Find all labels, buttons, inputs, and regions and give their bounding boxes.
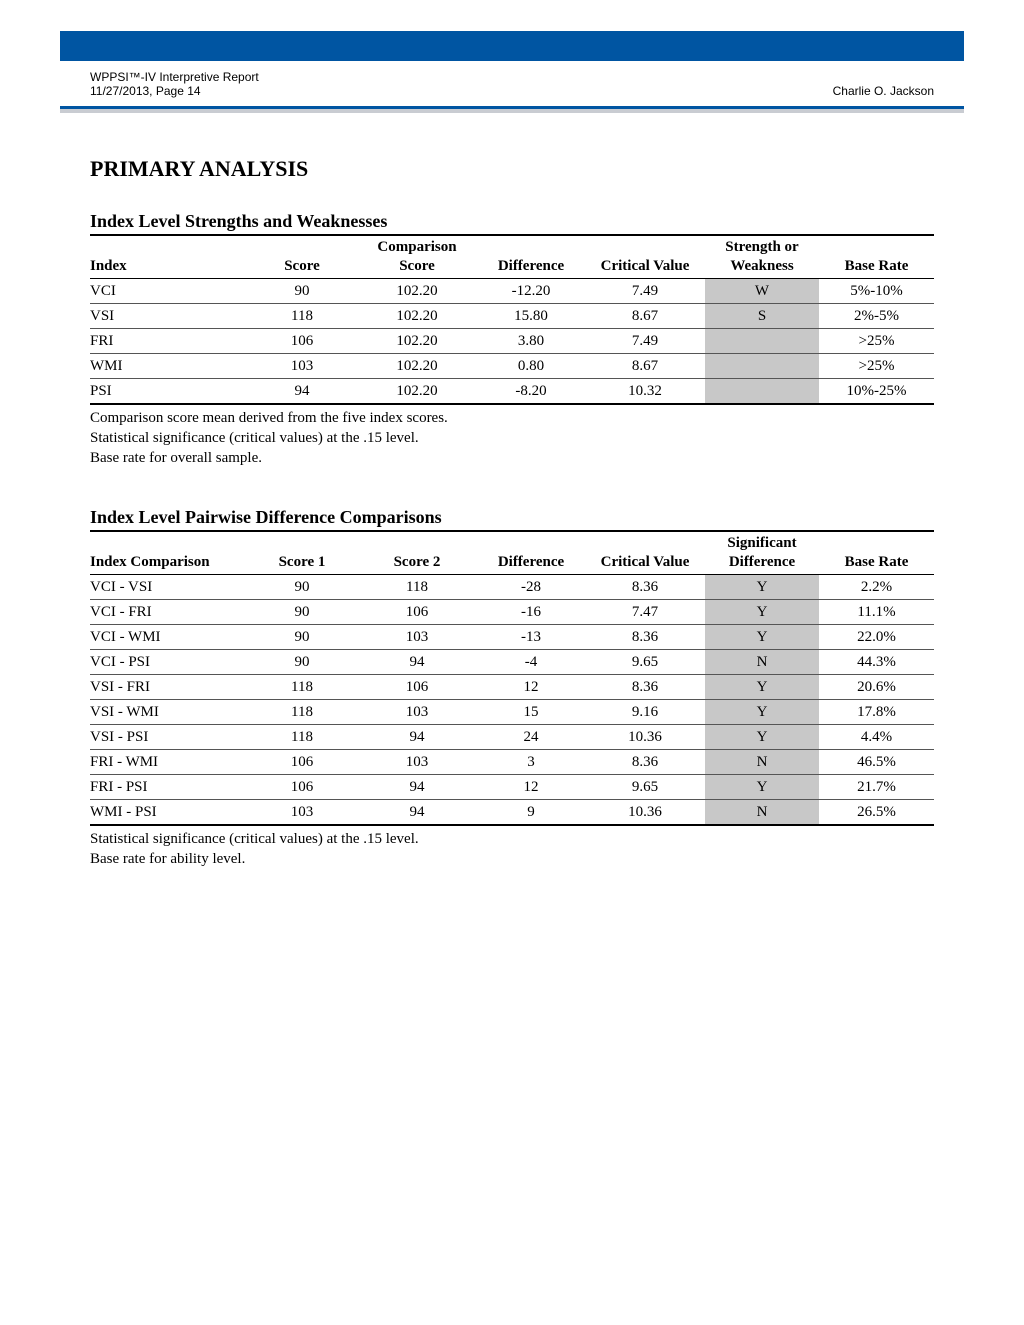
cell-critical: 9.65 bbox=[585, 650, 705, 675]
col-score-1: Score 1 bbox=[247, 531, 357, 575]
table-row bbox=[90, 354, 934, 379]
cell-comparison: VCI - FRI bbox=[90, 600, 247, 625]
table-row bbox=[90, 700, 934, 725]
header-divider-shadow bbox=[60, 109, 964, 113]
cell-significant: Y bbox=[705, 725, 819, 750]
cell-sw bbox=[705, 329, 819, 354]
cell-critical: 7.49 bbox=[585, 329, 705, 354]
cell-critical: 10.32 bbox=[585, 379, 705, 405]
cell-base-rate: 10%-25% bbox=[819, 379, 934, 405]
cell-difference: -16 bbox=[477, 600, 585, 625]
cell-critical: 8.36 bbox=[585, 750, 705, 775]
pairwise-title: Index Level Pairwise Difference Comparisons bbox=[90, 507, 442, 527]
cell-base-rate: 20.6% bbox=[819, 675, 934, 700]
cell-base-rate: >25% bbox=[819, 329, 934, 354]
cell-critical: 7.47 bbox=[585, 600, 705, 625]
cell-base-rate: 17.8% bbox=[819, 700, 934, 725]
col-score: Score bbox=[247, 235, 357, 279]
cell-critical: 8.36 bbox=[585, 675, 705, 700]
cell-base-rate: 26.5% bbox=[819, 800, 934, 826]
strengths-notes bbox=[90, 408, 934, 468]
cell-critical: 9.16 bbox=[585, 700, 705, 725]
cell-sw: S bbox=[705, 304, 819, 329]
cell-critical: 8.36 bbox=[585, 625, 705, 650]
pairwise-table-body bbox=[90, 575, 934, 826]
note-line: Base rate for overall sample. bbox=[90, 450, 263, 466]
cell-base-rate: 5%-10% bbox=[819, 279, 934, 304]
cell-difference: 9 bbox=[477, 800, 585, 826]
cell-base-rate: 46.5% bbox=[819, 750, 934, 775]
col-difference: Difference bbox=[477, 531, 585, 575]
cell-significant: Y bbox=[705, 575, 819, 600]
note-line: Statistical significance (critical values) at the .15 level. bbox=[90, 831, 419, 847]
cell-score1: 118 bbox=[247, 675, 357, 700]
cell-difference: 15 bbox=[477, 700, 585, 725]
cell-score1: 103 bbox=[247, 800, 357, 826]
table-row bbox=[90, 775, 934, 800]
cell-difference: 3.80 bbox=[477, 329, 585, 354]
strengths-table bbox=[90, 234, 934, 405]
cell-score2: 106 bbox=[357, 675, 477, 700]
cell-comparison: VCI - VSI bbox=[90, 575, 247, 600]
cell-score1: 106 bbox=[247, 775, 357, 800]
col-strength-weakness: Strength or Weakness bbox=[705, 235, 819, 279]
page-title: PRIMARY ANALYSIS bbox=[90, 156, 309, 181]
cell-comparison: 102.20 bbox=[357, 354, 477, 379]
cell-index: VSI bbox=[90, 304, 247, 329]
col-base-rate: Base Rate bbox=[819, 531, 934, 575]
cell-score: 90 bbox=[247, 279, 357, 304]
cell-difference: -28 bbox=[477, 575, 585, 600]
header-color-bar bbox=[60, 31, 964, 61]
date-page: 11/27/2013, Page 14 bbox=[90, 84, 201, 98]
cell-score1: 90 bbox=[247, 650, 357, 675]
cell-comparison: VSI - FRI bbox=[90, 675, 247, 700]
cell-significant: Y bbox=[705, 675, 819, 700]
cell-score2: 103 bbox=[357, 625, 477, 650]
col-base-rate: Base Rate bbox=[819, 235, 934, 279]
cell-base-rate: 11.1% bbox=[819, 600, 934, 625]
note-line: Comparison score mean derived from the five index scores. bbox=[90, 410, 448, 426]
col-score-2: Score 2 bbox=[357, 531, 477, 575]
table-row bbox=[90, 329, 934, 354]
cell-score: 118 bbox=[247, 304, 357, 329]
cell-score1: 118 bbox=[247, 700, 357, 725]
col-index: Index bbox=[90, 235, 247, 279]
table-row bbox=[90, 600, 934, 625]
cell-difference: -12.20 bbox=[477, 279, 585, 304]
cell-score2: 106 bbox=[357, 600, 477, 625]
cell-score2: 103 bbox=[357, 750, 477, 775]
table-row bbox=[90, 800, 934, 826]
strengths-table-body bbox=[90, 279, 934, 405]
cell-comparison: VCI - PSI bbox=[90, 650, 247, 675]
cell-comparison: 102.20 bbox=[357, 304, 477, 329]
cell-comparison: FRI - WMI bbox=[90, 750, 247, 775]
cell-sw bbox=[705, 354, 819, 379]
cell-score2: 94 bbox=[357, 800, 477, 826]
cell-comparison: VSI - WMI bbox=[90, 700, 247, 725]
cell-critical: 8.36 bbox=[585, 575, 705, 600]
report-title: WPPSI™-IV Interpretive Report bbox=[90, 70, 259, 84]
cell-score2: 118 bbox=[357, 575, 477, 600]
cell-difference: 3 bbox=[477, 750, 585, 775]
cell-significant: N bbox=[705, 750, 819, 775]
cell-comparison: WMI - PSI bbox=[90, 800, 247, 826]
cell-base-rate: 2.2% bbox=[819, 575, 934, 600]
cell-base-rate: 22.0% bbox=[819, 625, 934, 650]
cell-significant: Y bbox=[705, 700, 819, 725]
cell-sw bbox=[705, 379, 819, 405]
cell-base-rate: >25% bbox=[819, 354, 934, 379]
cell-significant: N bbox=[705, 650, 819, 675]
cell-score2: 103 bbox=[357, 700, 477, 725]
strengths-section bbox=[90, 211, 934, 468]
cell-difference: -13 bbox=[477, 625, 585, 650]
cell-base-rate: 2%-5% bbox=[819, 304, 934, 329]
cell-difference: 12 bbox=[477, 775, 585, 800]
cell-comparison: 102.20 bbox=[357, 329, 477, 354]
col-critical-value: Critical Value bbox=[585, 235, 705, 279]
cell-score1: 118 bbox=[247, 725, 357, 750]
cell-base-rate: 21.7% bbox=[819, 775, 934, 800]
cell-critical: 10.36 bbox=[585, 800, 705, 826]
cell-sw: W bbox=[705, 279, 819, 304]
cell-score: 94 bbox=[247, 379, 357, 405]
cell-comparison: FRI - PSI bbox=[90, 775, 247, 800]
cell-comparison: VSI - PSI bbox=[90, 725, 247, 750]
examinee-name: Charlie O. Jackson bbox=[832, 84, 934, 98]
cell-score1: 90 bbox=[247, 600, 357, 625]
cell-score2: 94 bbox=[357, 650, 477, 675]
cell-score: 103 bbox=[247, 354, 357, 379]
table-row bbox=[90, 650, 934, 675]
cell-difference: 15.80 bbox=[477, 304, 585, 329]
cell-critical: 9.65 bbox=[585, 775, 705, 800]
col-index-comparison: Index Comparison bbox=[90, 531, 247, 575]
cell-critical: 8.67 bbox=[585, 354, 705, 379]
cell-critical: 8.67 bbox=[585, 304, 705, 329]
note-line: Statistical significance (critical values) at the .15 level. bbox=[90, 430, 419, 446]
cell-score2: 94 bbox=[357, 725, 477, 750]
table-row bbox=[90, 379, 934, 405]
cell-difference: 12 bbox=[477, 675, 585, 700]
col-critical-value: Critical Value bbox=[585, 531, 705, 575]
cell-score1: 106 bbox=[247, 750, 357, 775]
page-header bbox=[90, 70, 934, 98]
pairwise-table bbox=[90, 530, 934, 826]
cell-difference: 24 bbox=[477, 725, 585, 750]
note-line: Base rate for ability level. bbox=[90, 851, 246, 867]
cell-index: PSI bbox=[90, 379, 247, 405]
col-significant-difference: Significant Difference bbox=[705, 531, 819, 575]
cell-comparison: 102.20 bbox=[357, 279, 477, 304]
cell-significant: Y bbox=[705, 625, 819, 650]
cell-difference: -8.20 bbox=[477, 379, 585, 405]
table-row bbox=[90, 575, 934, 600]
cell-score1: 90 bbox=[247, 625, 357, 650]
pairwise-section bbox=[90, 507, 934, 869]
cell-index: WMI bbox=[90, 354, 247, 379]
col-comparison-score: Comparison Score bbox=[357, 235, 477, 279]
cell-difference: 0.80 bbox=[477, 354, 585, 379]
cell-base-rate: 4.4% bbox=[819, 725, 934, 750]
cell-significant: Y bbox=[705, 775, 819, 800]
cell-score2: 94 bbox=[357, 775, 477, 800]
cell-critical: 7.49 bbox=[585, 279, 705, 304]
col-difference: Difference bbox=[477, 235, 585, 279]
table-row bbox=[90, 675, 934, 700]
cell-comparison: 102.20 bbox=[357, 379, 477, 405]
cell-significant: Y bbox=[705, 600, 819, 625]
cell-index: VCI bbox=[90, 279, 247, 304]
table-row bbox=[90, 725, 934, 750]
cell-score: 106 bbox=[247, 329, 357, 354]
cell-base-rate: 44.3% bbox=[819, 650, 934, 675]
pairwise-notes bbox=[90, 829, 934, 869]
table-row bbox=[90, 304, 934, 329]
cell-index: FRI bbox=[90, 329, 247, 354]
cell-comparison: VCI - WMI bbox=[90, 625, 247, 650]
cell-critical: 10.36 bbox=[585, 725, 705, 750]
table-row bbox=[90, 625, 934, 650]
cell-significant: N bbox=[705, 800, 819, 826]
table-row bbox=[90, 279, 934, 304]
table-row bbox=[90, 750, 934, 775]
strengths-title: Index Level Strengths and Weaknesses bbox=[90, 211, 388, 231]
cell-difference: -4 bbox=[477, 650, 585, 675]
cell-score1: 90 bbox=[247, 575, 357, 600]
